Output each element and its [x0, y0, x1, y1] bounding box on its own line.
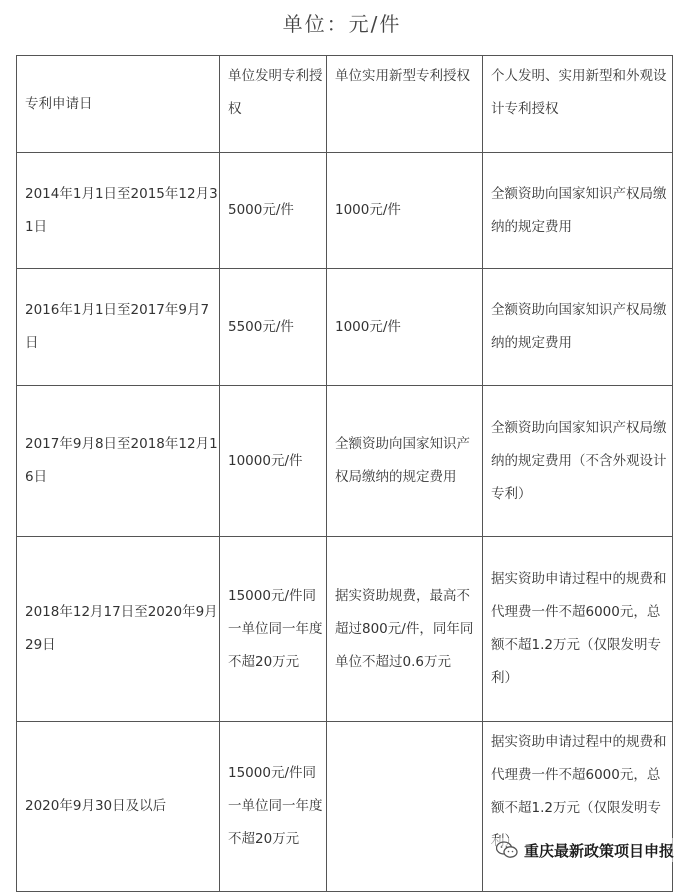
header-unit-utility: 单位实用新型专利授权: [327, 56, 483, 153]
cell-personal: 据实资助申请过程中的规费和代理费一件不超6000元，总额不超1.2万元（仅限发明专利）: [483, 537, 673, 722]
table-header-row: [17, 56, 673, 153]
cell-invention: 15000元/件同一单位同一年度不超20万元: [220, 722, 327, 892]
header-unit-invention: 单位发明专利授权: [220, 56, 327, 153]
header-personal: 个人发明、实用新型和外观设计专利授权: [483, 56, 673, 153]
cell-date: 2020年9月30日及以后: [17, 722, 220, 892]
subsidy-table: [16, 55, 673, 892]
wechat-icon: [496, 841, 518, 859]
watermark-text: 重庆最新政策项目申报: [523, 841, 674, 860]
cell-date: 2014年1月1日至2015年12月31日: [17, 153, 220, 269]
table-row: [17, 537, 673, 722]
cell-utility: 全额资助向国家知识产权局缴纳的规定费用: [327, 386, 483, 537]
cell-personal: 据实资助申请过程中的规费和代理费一件不超6000元，总额不超1.2万元（仅限发明专: [483, 722, 673, 892]
cell-invention: 5000元/件: [220, 153, 327, 269]
watermark: [492, 838, 678, 862]
table-row: [17, 386, 673, 537]
cell-date: 2016年1月1日至2017年9月7日: [17, 269, 220, 386]
cell-date: 2018年12月17日至2020年9月29日: [17, 537, 220, 722]
table-row: [17, 722, 673, 892]
cell-personal: 全额资助向国家知识产权局缴纳的规定费用: [483, 269, 673, 386]
cell-utility: 据实资助规费，最高不超过800元/件，同年同单位不超过0.6万元: [327, 537, 483, 722]
table-row: [17, 269, 673, 386]
header-application-date: 专利申请日: [17, 56, 220, 153]
cell-utility: 1000元/件: [327, 153, 483, 269]
cell-date: 2017年9月8日至2018年12月16日: [17, 386, 220, 537]
cell-personal: 全额资助向国家知识产权局缴纳的规定费用: [483, 153, 673, 269]
cell-invention: 5500元/件: [220, 269, 327, 386]
cell-invention: 10000元/件: [220, 386, 327, 537]
cell-utility: [327, 722, 483, 892]
cell-utility: 1000元/件: [327, 269, 483, 386]
page-title: 单位：元/件: [282, 12, 402, 36]
cell-invention: 15000元/件同一单位同一年度不超20万元: [220, 537, 327, 722]
table-row: [17, 153, 673, 269]
cell-personal: 全额资助向国家知识产权局缴纳的规定费用（不含外观设计专利）: [483, 386, 673, 537]
